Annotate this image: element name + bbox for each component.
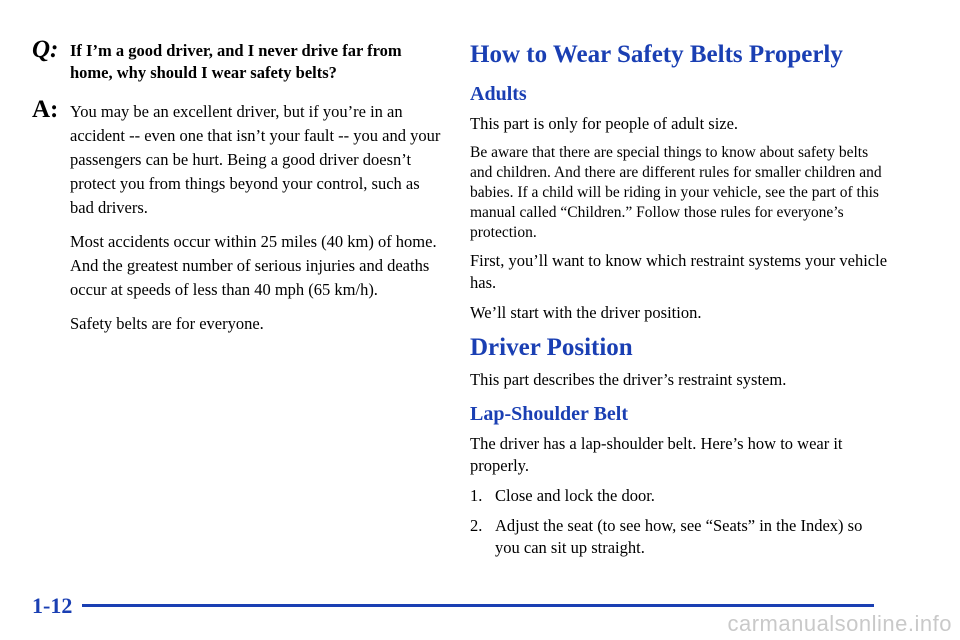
lap-shoulder-heading: Lap-Shoulder Belt [470, 403, 628, 425]
list-item [470, 485, 890, 507]
answer-mark-label: A: [32, 96, 59, 123]
right-column [470, 40, 890, 559]
driver-position-heading: Driver Position [470, 334, 633, 361]
answer-block [32, 98, 442, 220]
adults-heading: Adults [470, 83, 527, 105]
list-item [470, 515, 890, 559]
everyone-paragraph: Safety belts are for everyone. [70, 314, 264, 333]
step-number: 2. [470, 516, 483, 535]
question-block [32, 38, 442, 84]
step-text: Adjust the seat (to see how, see “Seats” in the Index) so you can sit up straight. [495, 516, 863, 557]
watermark: carmanualsonline.info [727, 611, 952, 636]
adults-paragraph-4: We’ll start with the driver position. [470, 303, 702, 322]
steps-list [470, 485, 890, 559]
page-number: 1-12 [32, 593, 73, 618]
driver-paragraph: This part describes the driver’s restraint system. [470, 370, 787, 389]
answer-text: You may be an excellent driver, but if you’re in an accident -- even one that isn’t your fault -- you and your passengers can be hurt. Being a good driver doesn’t protect you from things beyond your control, such as bad drivers. [70, 102, 441, 217]
accidents-paragraph: Most accidents occur within 25 miles (40 km) of home. And the greatest number of serious injuries and deaths occur at speeds of less than 40 mph (65 km/h). [70, 232, 437, 299]
main-heading: How to Wear Safety Belts Properly [470, 41, 843, 68]
step-number: 1. [470, 486, 483, 505]
question-mark-label: Q: [32, 36, 59, 63]
lap-shoulder-paragraph: The driver has a lap-shoulder belt. Here’s how to wear it properly. [470, 434, 843, 475]
footer-rule [82, 604, 874, 607]
left-column [32, 38, 442, 336]
step-text: Close and lock the door. [495, 486, 655, 505]
adults-paragraph-2: Be aware that there are special things to know about safety belts and children. And there are different rules for smaller children and babies. If a child will be riding in your vehicle, see the part of this manual called “Children.” Follow those rules for everyone’s protection. [470, 144, 882, 241]
adults-paragraph-1: This part is only for people of adult size. [470, 114, 739, 133]
adults-paragraph-3: First, you’ll want to know which restraint systems your vehicle has. [470, 251, 888, 292]
question-text: If I’m a good driver, and I never drive far from home, why should I wear safety belts? [70, 41, 402, 82]
